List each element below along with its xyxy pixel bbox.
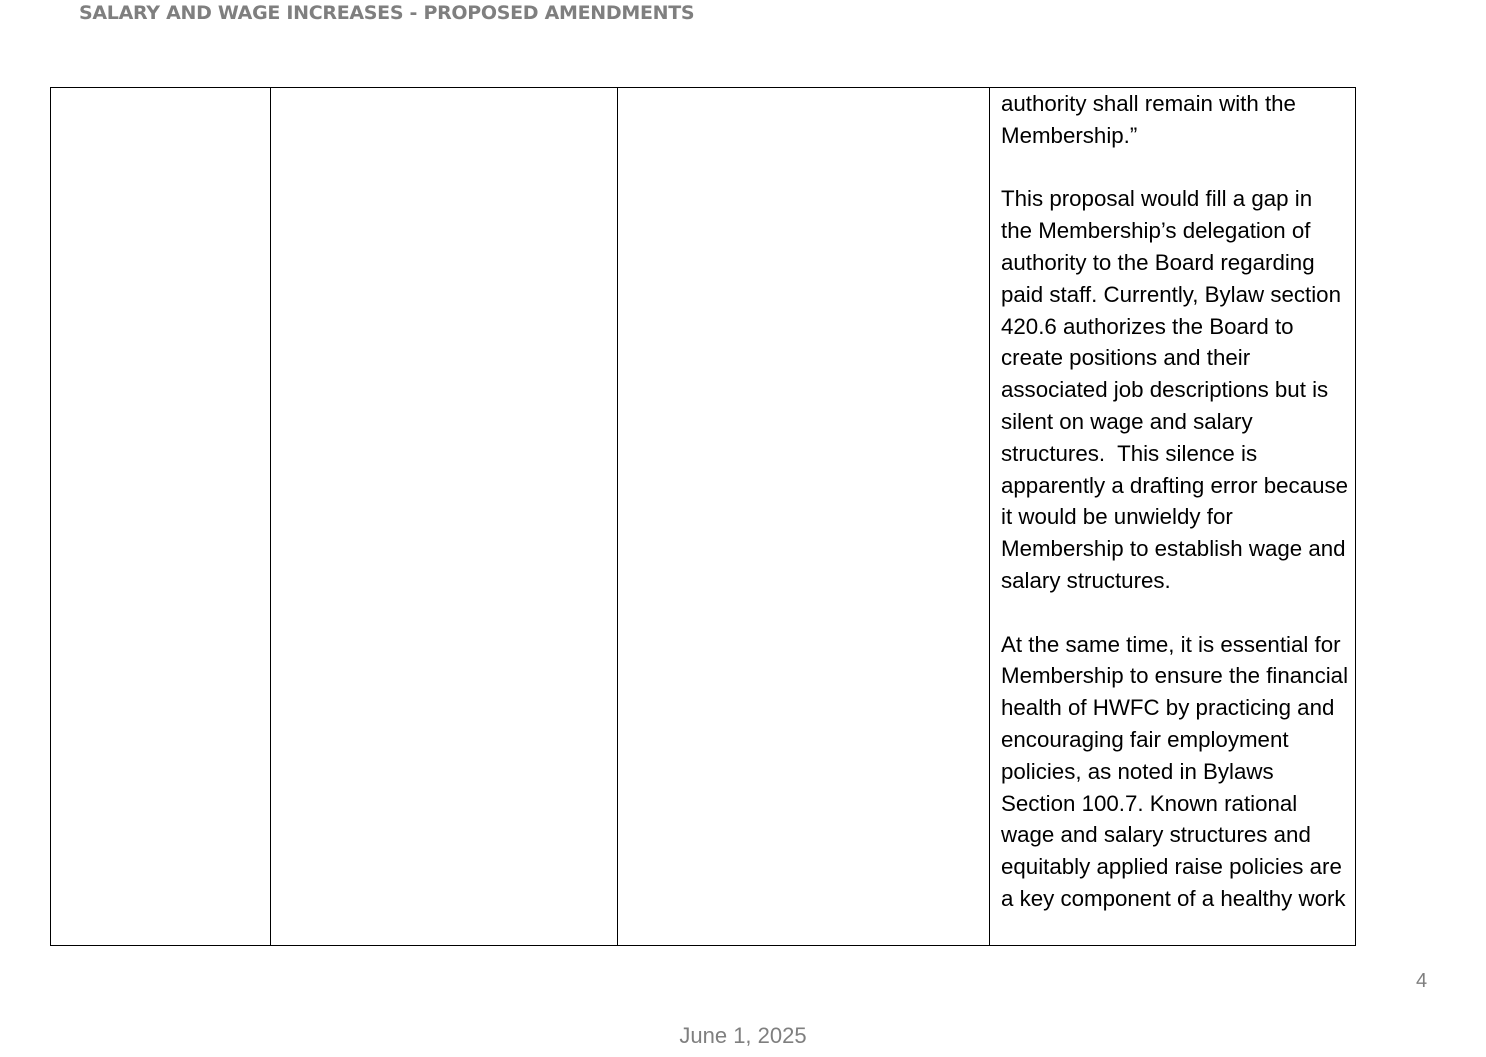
table-cell-column-1 bbox=[51, 88, 271, 945]
footer-date: June 1, 2025 bbox=[679, 1023, 807, 1048]
table-cell-column-2 bbox=[271, 88, 618, 945]
amendments-table bbox=[50, 87, 1356, 946]
rationale-paragraph: This proposal would fill a gap in the Membership’s delegation of authority to the Board regarding paid staff. Currently, Bylaw section 420.6 authorizes the Board to create positions and their associated job descriptions but is silent on wage and salary structures. This silence is apparently a drafting error because it would be unwieldy for Membership to establish wage and salary structures. bbox=[1001, 186, 1355, 593]
table-cell-column-3 bbox=[618, 88, 990, 945]
rationale-paragraph: authority shall remain with the Membership.” bbox=[1001, 91, 1303, 148]
rationale-paragraph: At the same time, it is essential for Membership to ensure the financial health of HWFC by practicing and encouraging fair employment policies, as noted in Bylaws Section 100.7. Known rational wage and salary structures and equitably applied raise policies are a key component of a healthy work bbox=[1001, 631, 1355, 911]
table-cell-rationale bbox=[990, 88, 1355, 945]
document-header-title: SALARY AND WAGE INCREASES - PROPOSED AMENDMENTS bbox=[79, 2, 695, 24]
page-number: 4 bbox=[1416, 970, 1428, 992]
